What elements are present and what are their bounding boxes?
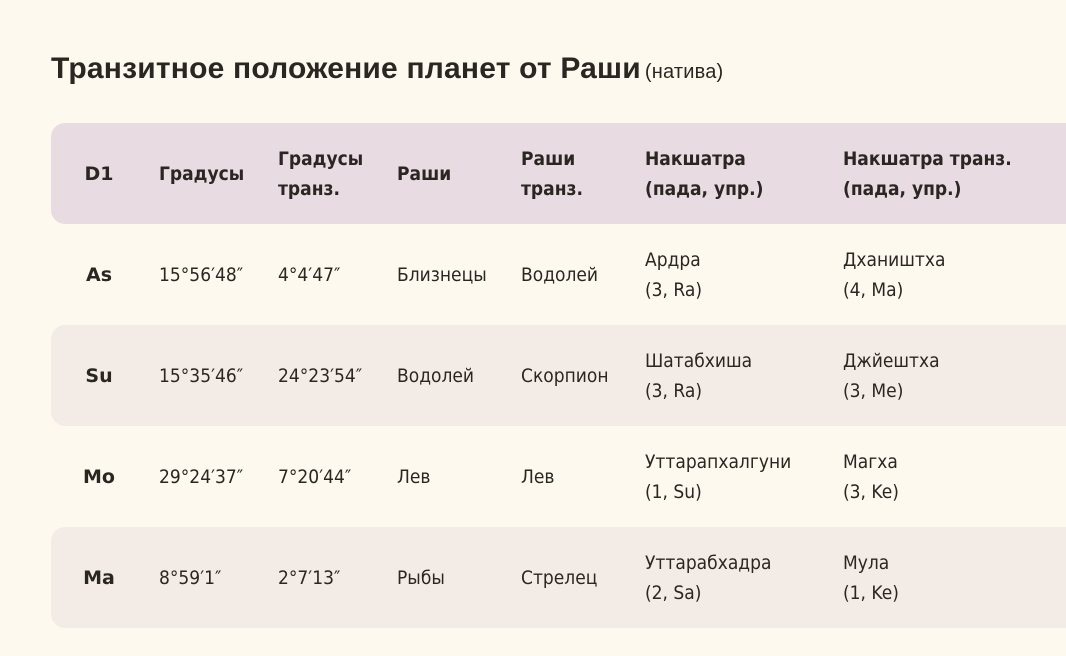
column-header-degrees-transit: Градусы транз. [278,147,364,200]
column-header-d1: D1 [84,162,114,185]
rashi-cell: Водолей [397,364,475,387]
rashi-cell: Рыбы [397,566,445,589]
rashi-transit-cell: Стрелец [521,566,598,589]
column-header-degrees: Градусы [159,162,245,185]
planet-cell: As [85,263,112,286]
degrees-transit-cell: 7°20′44″ [278,465,352,488]
nakshatra-transit-cell: Дхаништха (4, Ma) [843,248,946,301]
degrees-cell: 15°56′48″ [159,263,244,286]
rashi-cell: Лев [397,465,431,488]
planet-cell: Su [85,364,113,387]
page-subtitle: (натива) [644,61,724,83]
column-header-rashi: Раши [397,162,452,185]
column-header-rashi-transit: Раши транз. [521,147,583,200]
nakshatra-transit-cell: Джйештха (3, Me) [843,349,940,402]
rashi-transit-cell: Скорпион [521,364,609,387]
planet-cell: Mo [83,465,115,488]
nakshatra-cell: Шатабхиша (3, Ra) [645,349,753,402]
table-row [51,426,1066,527]
transit-table [51,123,1066,628]
column-header-nakshatra-transit: Накшатра транз. (пада, упр.) [843,147,1012,200]
table-row [51,224,1066,325]
degrees-cell: 29°24′37″ [159,465,244,488]
nakshatra-cell: Ардра (3, Ra) [645,248,703,301]
table-header-row [51,123,1066,224]
degrees-cell: 15°35′46″ [159,364,244,387]
column-header-nakshatra: Накшатра (пада, упр.) [645,147,764,200]
rashi-transit-cell: Лев [521,465,555,488]
degrees-transit-cell: 4°4′47″ [278,263,341,286]
rashi-cell: Близнецы [397,263,487,286]
page-title [51,52,723,86]
table-row [51,527,1066,628]
rashi-transit-cell: Водолей [521,263,599,286]
table-row [51,325,1066,426]
nakshatra-cell: Уттарапхалгуни (1, Su) [645,450,792,503]
nakshatra-transit-cell: Магха (3, Ke) [843,450,899,503]
nakshatra-transit-cell: Мула (1, Ke) [843,551,899,604]
degrees-transit-cell: 24°23′54″ [278,364,363,387]
degrees-cell: 8°59′1″ [159,566,222,589]
nakshatra-cell: Уттарабхадра (2, Sa) [645,551,772,604]
degrees-transit-cell: 2°7′13″ [278,566,341,589]
planet-cell: Ma [83,566,115,589]
page-title-text: Транзитное положение планет от Раши [51,52,641,85]
